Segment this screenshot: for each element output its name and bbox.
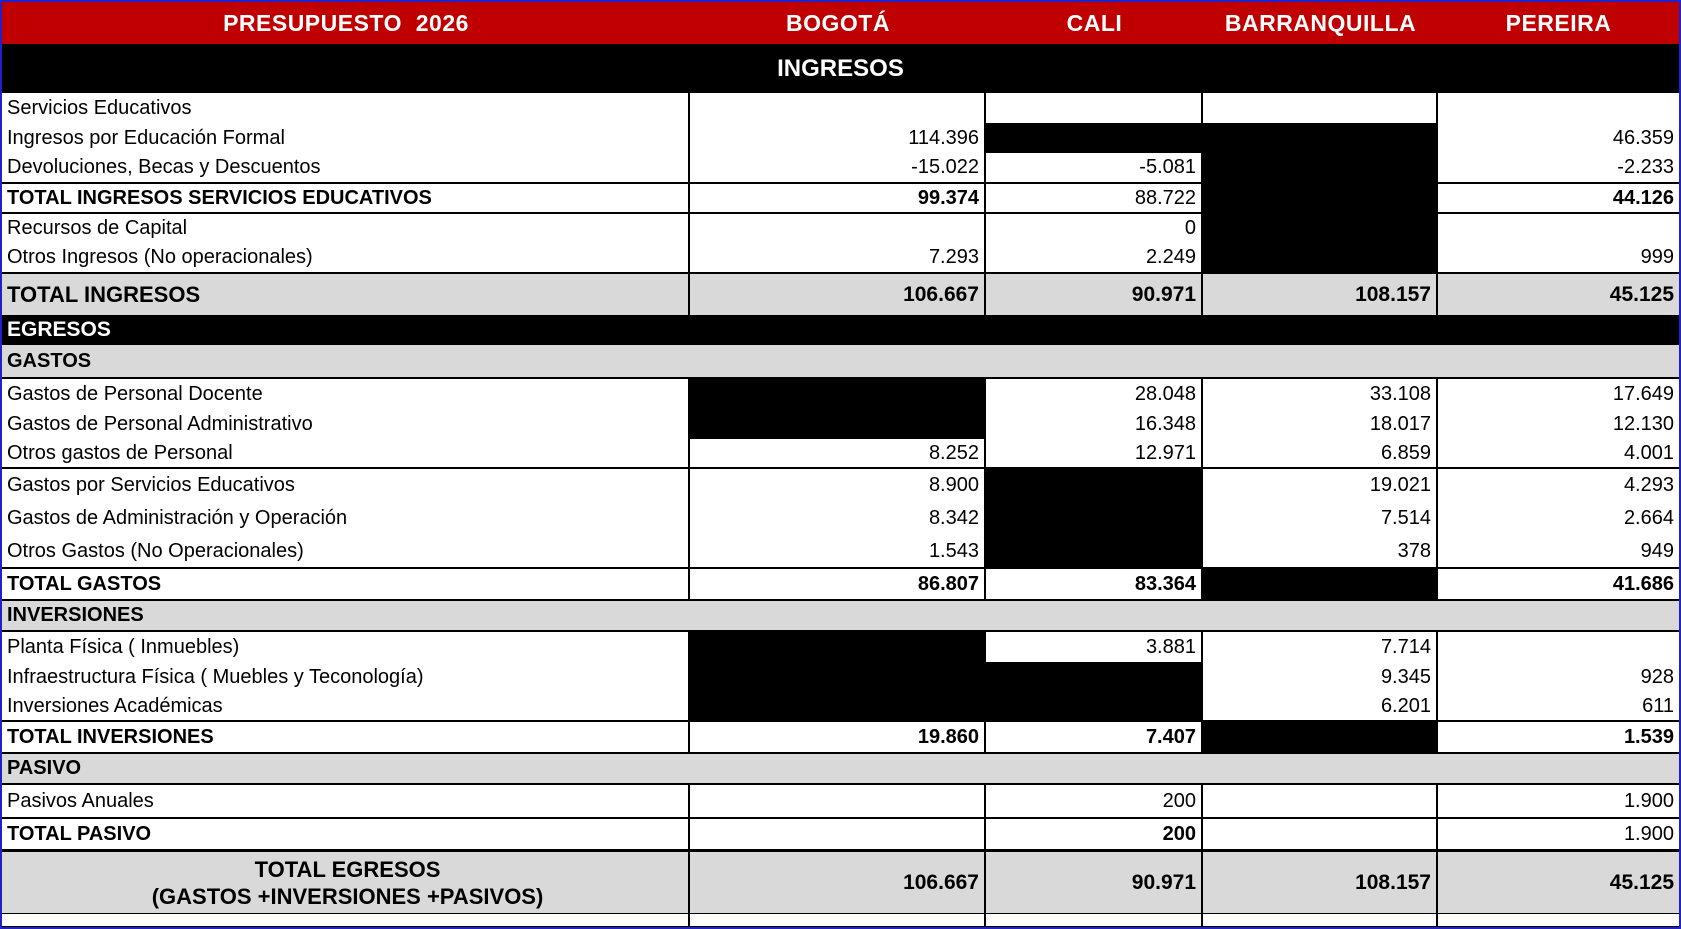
value-cell-pereira [1438, 914, 1679, 926]
table-body [2, 44, 1679, 928]
value-cell-pereira: 17.649 [1612, 382, 1674, 405]
value-cell-barranquilla [1203, 819, 1438, 849]
row-spacer-26 [2, 914, 1679, 928]
value-cell-bogota: 106.667 [690, 274, 986, 315]
row-otros-ingresos-no-operacionales [2, 243, 1679, 274]
row-infraestructura-fisica-muebles-y-teconologia [2, 662, 1679, 692]
row-egresos [2, 315, 1679, 345]
value-cell-pereira: 949 [1640, 539, 1674, 562]
value-cell-bogota: 114.396 [690, 123, 986, 153]
value-cell-barranquilla: 33.108 [1203, 379, 1438, 409]
value-cell-pereira: 1.900 [1623, 822, 1674, 845]
value-cell-barranquilla: 108.157 [1203, 274, 1438, 315]
value-cell-bogota [690, 785, 986, 817]
value-cell-barranquilla [1203, 785, 1438, 817]
row-otros-gastos-de-personal [2, 439, 1679, 469]
section-inversiones: INVERSIONES [2, 601, 1679, 630]
label-planta-fisica-inmuebles: Planta Física ( Inmuebles) [2, 632, 690, 662]
label-total-ingresos: TOTAL INGRESOS [2, 274, 690, 315]
value-cell-pereira: 46.359 [1612, 126, 1674, 149]
value-cell-pereira: 44.126 [1612, 186, 1674, 209]
column-header-cali: CALI [1066, 9, 1123, 36]
value-cell-cali: 200 [986, 819, 1203, 849]
value-cell-pereira: 4.293 [1623, 474, 1674, 496]
row-total-pasivo [2, 819, 1679, 852]
value-cell-barranquilla: 9.345 [1203, 662, 1438, 692]
redacted-cell-barranquilla [1203, 153, 1438, 182]
value-cell-bogota: 8.252 [690, 439, 986, 467]
value-cell-cali: 83.364 [986, 569, 1203, 599]
grand-label-line2: (GASTOS +INVERSIONES +PASIVOS) [151, 883, 544, 909]
value-cell-bogota: 106.667 [690, 852, 986, 913]
label-servicios-educativos: Servicios Educativos [2, 93, 690, 123]
value-cell-bogota: 8.342 [690, 502, 986, 535]
redacted-cell-bogota [690, 409, 986, 439]
row-total-inversiones [2, 722, 1679, 754]
value-cell-barranquilla [1203, 93, 1438, 123]
row-gastos-por-servicios-educativos [2, 469, 1679, 502]
row-gastos [2, 345, 1679, 379]
value-cell-barranquilla: 7.714 [1203, 632, 1438, 662]
redacted-cell-cali [986, 662, 1203, 692]
row-total-ingresos [2, 274, 1679, 315]
column-header-barranquilla: BARRANQUILLA [1224, 9, 1417, 36]
value-cell-bogota: -15.022 [690, 153, 986, 182]
label-total-inversiones: TOTAL INVERSIONES [2, 722, 690, 752]
row-gastos-de-personal-administrativo [2, 409, 1679, 439]
table-title: PRESUPUESTO 2026 [223, 9, 469, 36]
value-cell-cali [986, 93, 1203, 123]
grand-label-line1: TOTAL EGRESOS [254, 856, 441, 882]
row-pasivos-anuales [2, 785, 1679, 819]
row-inversiones [2, 601, 1679, 632]
label-otros-ingresos-no-operacionales: Otros Ingresos (No operacionales) [2, 243, 690, 272]
redacted-cell-barranquilla [1203, 243, 1438, 272]
value-cell-pereira: 928 [1640, 665, 1674, 688]
value-cell-bogota: 86.807 [690, 569, 986, 599]
value-cell-cali: 0 [986, 214, 1203, 243]
label-empty [2, 914, 690, 926]
value-cell-bogota [690, 214, 986, 243]
label-inversiones-academicas: Inversiones Académicas [2, 692, 690, 720]
value-cell-pereira: 2.664 [1623, 507, 1674, 529]
row-pasivo [2, 754, 1679, 785]
row-inversiones-academicas [2, 692, 1679, 722]
value-cell-pereira: 999 [1640, 246, 1674, 268]
label-total-gastos: TOTAL GASTOS [2, 569, 690, 599]
label-total-ingresos-servicios-educativos: TOTAL INGRESOS SERVICIOS EDUCATIVOS [2, 184, 690, 212]
row-servicios-educativos [2, 93, 1679, 123]
column-header-pereira: PEREIRA [1505, 9, 1612, 36]
label-gastos-por-servicios-educativos: Gastos por Servicios Educativos [2, 469, 690, 502]
section-pasivo: PASIVO [2, 754, 1679, 783]
value-cell-pereira: 1.900 [1623, 789, 1674, 812]
redacted-cell-cali [986, 469, 1203, 502]
redacted-cell-cali [986, 535, 1203, 567]
redacted-cell-cali [986, 123, 1203, 153]
value-cell-bogota: 8.900 [690, 469, 986, 502]
header-row [2, 2, 1679, 44]
value-cell-cali: 2.249 [986, 243, 1203, 272]
redacted-cell-bogota [690, 692, 986, 720]
value-cell-bogota: 99.374 [690, 184, 986, 212]
value-cell-pereira: 45.125 [1438, 852, 1679, 913]
label-gastos-de-administracion-y-operacion: Gastos de Administración y Operación [2, 502, 690, 535]
row-total-gastos [2, 569, 1679, 601]
row-total-ingresos-servicios-educativos [2, 184, 1679, 214]
value-cell-pereira: 45.125 [1438, 274, 1679, 315]
value-cell-pereira [1438, 632, 1679, 662]
value-cell-cali: 16.348 [986, 409, 1203, 439]
value-cell-bogota [690, 93, 986, 123]
value-cell-pereira: 41.686 [1612, 572, 1674, 595]
redacted-cell-barranquilla [1203, 569, 1438, 599]
redacted-cell-cali [986, 502, 1203, 535]
value-cell-cali: 3.881 [986, 632, 1203, 662]
redacted-cell-barranquilla [1203, 214, 1438, 243]
redacted-cell-barranquilla [1203, 722, 1438, 752]
row-gastos-de-administracion-y-operacion [2, 502, 1679, 535]
row-otros-gastos-no-operacionales [2, 535, 1679, 569]
column-header-bogota: BOGOTÁ [786, 9, 890, 36]
value-cell-pereira [1438, 93, 1679, 123]
value-cell-barranquilla: 6.201 [1203, 692, 1438, 720]
label-otros-gastos-no-operacionales: Otros Gastos (No Operacionales) [2, 535, 690, 567]
value-cell-cali: 28.048 [986, 379, 1203, 409]
redacted-cell-barranquilla [1203, 184, 1438, 212]
value-cell-bogota [690, 914, 986, 926]
band-ingresos: INGRESOS [2, 44, 1679, 93]
value-cell-cali: 200 [986, 785, 1203, 817]
label-total-pasivo: TOTAL PASIVO [2, 819, 690, 849]
redacted-cell-barranquilla [1203, 123, 1438, 153]
value-cell-bogota: 1.543 [690, 535, 986, 567]
value-cell-barranquilla: 6.859 [1203, 439, 1438, 467]
label-total-egresos [2, 852, 690, 913]
value-cell-pereira: -2.233 [1617, 156, 1674, 178]
label-otros-gastos-de-personal: Otros gastos de Personal [2, 439, 690, 467]
value-cell-pereira: 1.539 [1623, 725, 1674, 748]
value-cell-cali: 90.971 [986, 274, 1203, 315]
label-pasivos-anuales: Pasivos Anuales [2, 785, 690, 817]
row-ingresos-por-educacion-formal [2, 123, 1679, 153]
value-cell-barranquilla: 18.017 [1203, 409, 1438, 439]
row-recursos-de-capital [2, 214, 1679, 243]
value-cell-bogota [690, 819, 986, 849]
value-cell-cali: 88.722 [986, 184, 1203, 212]
redacted-cell-cali [986, 692, 1203, 720]
value-cell-barranquilla: 378 [1203, 535, 1438, 567]
band-egresos: EGRESOS [2, 315, 1679, 345]
value-cell-pereira [1438, 214, 1679, 243]
value-cell-barranquilla [1203, 914, 1438, 926]
value-cell-cali: 12.971 [986, 439, 1203, 467]
redacted-cell-bogota [690, 662, 986, 692]
label-gastos-de-personal-administrativo: Gastos de Personal Administrativo [2, 409, 690, 439]
value-cell-cali: 90.971 [986, 852, 1203, 913]
label-infraestructura-fisica-muebles-y-teconologia: Infraestructura Física ( Muebles y Teconología) [2, 662, 690, 692]
value-cell-pereira: 12.130 [1612, 412, 1674, 435]
row-total-egresos [2, 852, 1679, 914]
value-cell-cali: -5.081 [986, 153, 1203, 182]
row-gastos-de-personal-docente [2, 379, 1679, 409]
value-cell-barranquilla: 108.157 [1203, 852, 1438, 913]
row-devoluciones-becas-y-descuentos [2, 153, 1679, 184]
redacted-cell-bogota [690, 632, 986, 662]
value-cell-bogota: 19.860 [690, 722, 986, 752]
label-recursos-de-capital: Recursos de Capital [2, 214, 690, 243]
value-cell-barranquilla: 7.514 [1203, 502, 1438, 535]
value-cell-barranquilla: 19.021 [1203, 469, 1438, 502]
value-cell-pereira: 4.001 [1623, 441, 1674, 464]
label-gastos-de-personal-docente: Gastos de Personal Docente [2, 379, 690, 409]
section-gastos: GASTOS [2, 345, 1679, 377]
label-devoluciones-becas-y-descuentos: Devoluciones, Becas y Descuentos [2, 153, 690, 182]
value-cell-cali: 7.407 [986, 722, 1203, 752]
value-cell-bogota: 7.293 [690, 243, 986, 272]
value-cell-cali [986, 914, 1203, 926]
redacted-cell-bogota [690, 379, 986, 409]
value-cell-pereira: 611 [1642, 694, 1674, 717]
row-ingresos [2, 44, 1679, 93]
row-planta-fisica-inmuebles [2, 632, 1679, 662]
label-ingresos-por-educacion-formal: Ingresos por Educación Formal [2, 123, 690, 153]
